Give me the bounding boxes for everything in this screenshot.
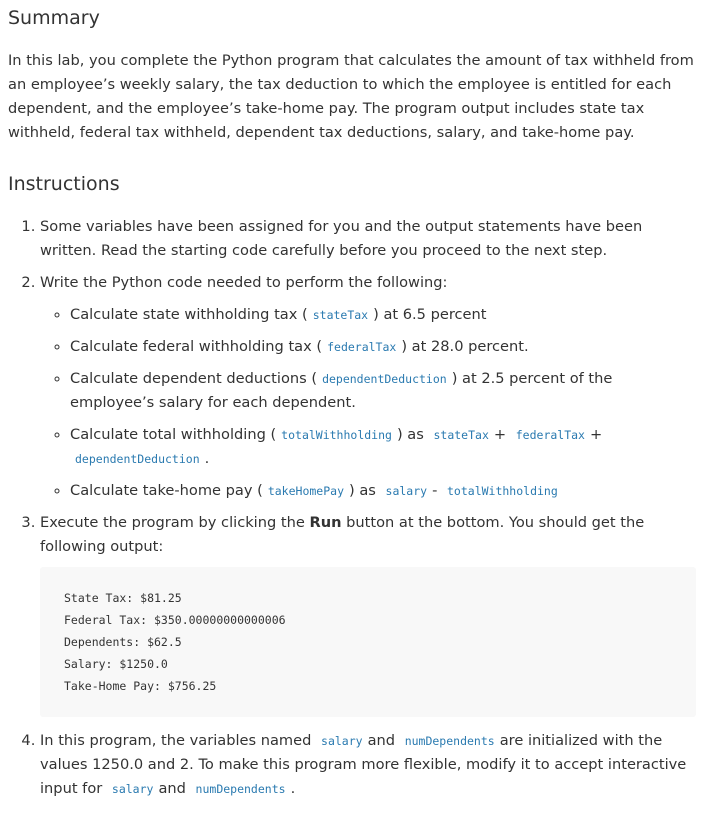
code-dependent-deduction: dependentDeduction bbox=[75, 452, 200, 466]
summary-paragraph: In this lab, you complete the Python program that calculates the amount of tax withheld from an employee’s weekly salary, the tax deduction to which the employee is entitled for each dependent, and the employee’s take-home pay. The program output includes state tax withheld, federal tax withheld, dependent tax deductions, salary, and take-home pay. bbox=[8, 52, 694, 141]
code-state-tax: stateTax bbox=[433, 428, 489, 442]
code-num-dependents: numDependents bbox=[195, 782, 286, 796]
code-salary: salary bbox=[385, 484, 428, 498]
code-total-withholding: totalWithholding bbox=[447, 484, 558, 498]
output-line: Federal Tax: $350.00000000000006 bbox=[64, 613, 286, 627]
output-line: Take-Home Pay: $756.25 bbox=[64, 679, 217, 693]
step-1 bbox=[40, 215, 698, 263]
output-line: Salary: $1250.0 bbox=[64, 657, 168, 671]
operator: + bbox=[493, 426, 507, 443]
step-2-subitems bbox=[40, 303, 698, 503]
subitem-text: ) at 2.5 percent of the employee’s salary for each dependent. bbox=[70, 370, 613, 411]
step-3 bbox=[40, 511, 698, 717]
code-federal-tax: federalTax bbox=[515, 428, 585, 442]
code-num-dependents: numDependents bbox=[404, 734, 495, 748]
step-1-text: Some variables have been assigned for you and the output statements have been written. Read the starting code carefully before you proceed to the next step. bbox=[40, 218, 643, 259]
subitem-text: ) at 6.5 percent bbox=[373, 306, 487, 323]
step-3-text: Execute the program by clicking the bbox=[40, 514, 305, 531]
step-4-text: . bbox=[290, 780, 296, 797]
subitem-text: ) at 28.0 percent. bbox=[401, 338, 529, 355]
code-dependent-deduction: dependentDeduction bbox=[322, 372, 447, 386]
step-4 bbox=[40, 729, 698, 801]
subitem-state-tax bbox=[70, 303, 698, 327]
expected-output-block bbox=[40, 567, 696, 717]
subitem-text: Calculate federal withholding tax ( bbox=[70, 338, 323, 355]
subitem-total-withholding bbox=[70, 423, 698, 471]
step-2 bbox=[40, 271, 698, 503]
operator: + bbox=[590, 426, 603, 443]
subitem-dependent-deduction bbox=[70, 367, 698, 415]
step-4-text: and bbox=[158, 780, 186, 797]
subitem-take-home-pay bbox=[70, 479, 698, 503]
summary-heading: Summary bbox=[8, 7, 100, 29]
code-state-tax: stateTax bbox=[312, 308, 369, 322]
subitem-text: ) as bbox=[396, 426, 424, 443]
step-2-intro: Write the Python code needed to perform the following: bbox=[40, 274, 448, 291]
instruction-steps bbox=[8, 215, 698, 809]
code-take-home-pay: takeHomePay bbox=[267, 484, 344, 498]
instructions-heading: Instructions bbox=[8, 173, 120, 195]
output-line: State Tax: $81.25 bbox=[64, 591, 182, 605]
code-total-withholding: totalWithholding bbox=[281, 428, 392, 442]
step-4-text: are initialized with the values 1250.0 and 2. To make this program more flexible, modify it to accept interactive input for bbox=[40, 732, 687, 797]
step-4-text: In this program, the variables named bbox=[40, 732, 312, 749]
operator: - bbox=[432, 482, 438, 499]
subitem-text: . bbox=[204, 450, 210, 467]
subitem-federal-tax bbox=[70, 335, 698, 359]
output-line: Dependents: $62.5 bbox=[64, 635, 182, 649]
code-salary: salary bbox=[111, 782, 154, 796]
step-4-text: and bbox=[367, 732, 396, 749]
subitem-text: Calculate state withholding tax ( bbox=[70, 306, 308, 323]
run-keyword: Run bbox=[309, 514, 342, 531]
subitem-text: Calculate take-home pay ( bbox=[70, 482, 263, 499]
subitem-text: ) as bbox=[349, 482, 376, 499]
code-salary: salary bbox=[321, 734, 363, 748]
subitem-text: Calculate total withholding ( bbox=[70, 426, 277, 443]
step-3-text: button at the bottom. You should get the following output: bbox=[40, 514, 645, 555]
subitem-text: Calculate dependent deductions ( bbox=[70, 370, 318, 387]
code-federal-tax: federalTax bbox=[327, 340, 397, 354]
